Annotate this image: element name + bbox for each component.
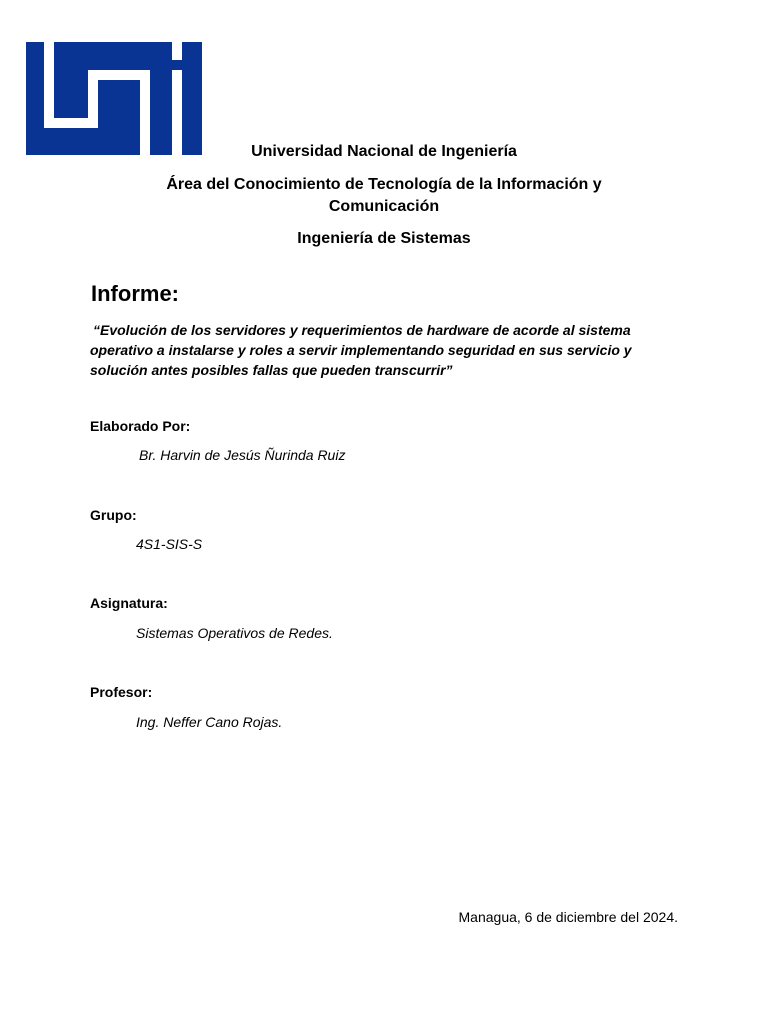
footer-date: Managua, 6 de diciembre del 2024. (458, 909, 678, 925)
topic-open-quote: “ (93, 322, 100, 338)
subject-label: Asignatura: (90, 595, 168, 611)
author-value: Br. Harvin de Jesús Ñurinda Ruiz (139, 447, 346, 463)
topic-close-quote: ” (445, 362, 453, 378)
knowledge-area: Área del Conocimiento de Tecnología de la Información y Comunicación (166, 176, 602, 215)
professor-value: Ing. Neffer Cano Rojas. (136, 714, 283, 730)
group-label: Grupo: (90, 507, 137, 523)
career-name: Ingeniería de Sistemas (297, 230, 471, 247)
uni-logo-icon (26, 42, 202, 155)
professor-label: Profesor: (90, 684, 153, 700)
subject-value: Sistemas Operativos de Redes. (136, 625, 333, 641)
report-title: Informe: (91, 281, 179, 306)
group-value: 4S1-SIS-S (136, 536, 203, 552)
university-name: Universidad Nacional de Ingeniería (251, 143, 517, 160)
topic-text: Evolución de los servidores y requerimientos de hardware de acorde al sistema operativo a instalarse y roles a servir implementando seguridad en sus servicio y solución antes posibles fallas que pueden transcurrir (90, 322, 632, 378)
report-topic (90, 320, 690, 380)
author-label: Elaborado Por: (90, 418, 191, 434)
